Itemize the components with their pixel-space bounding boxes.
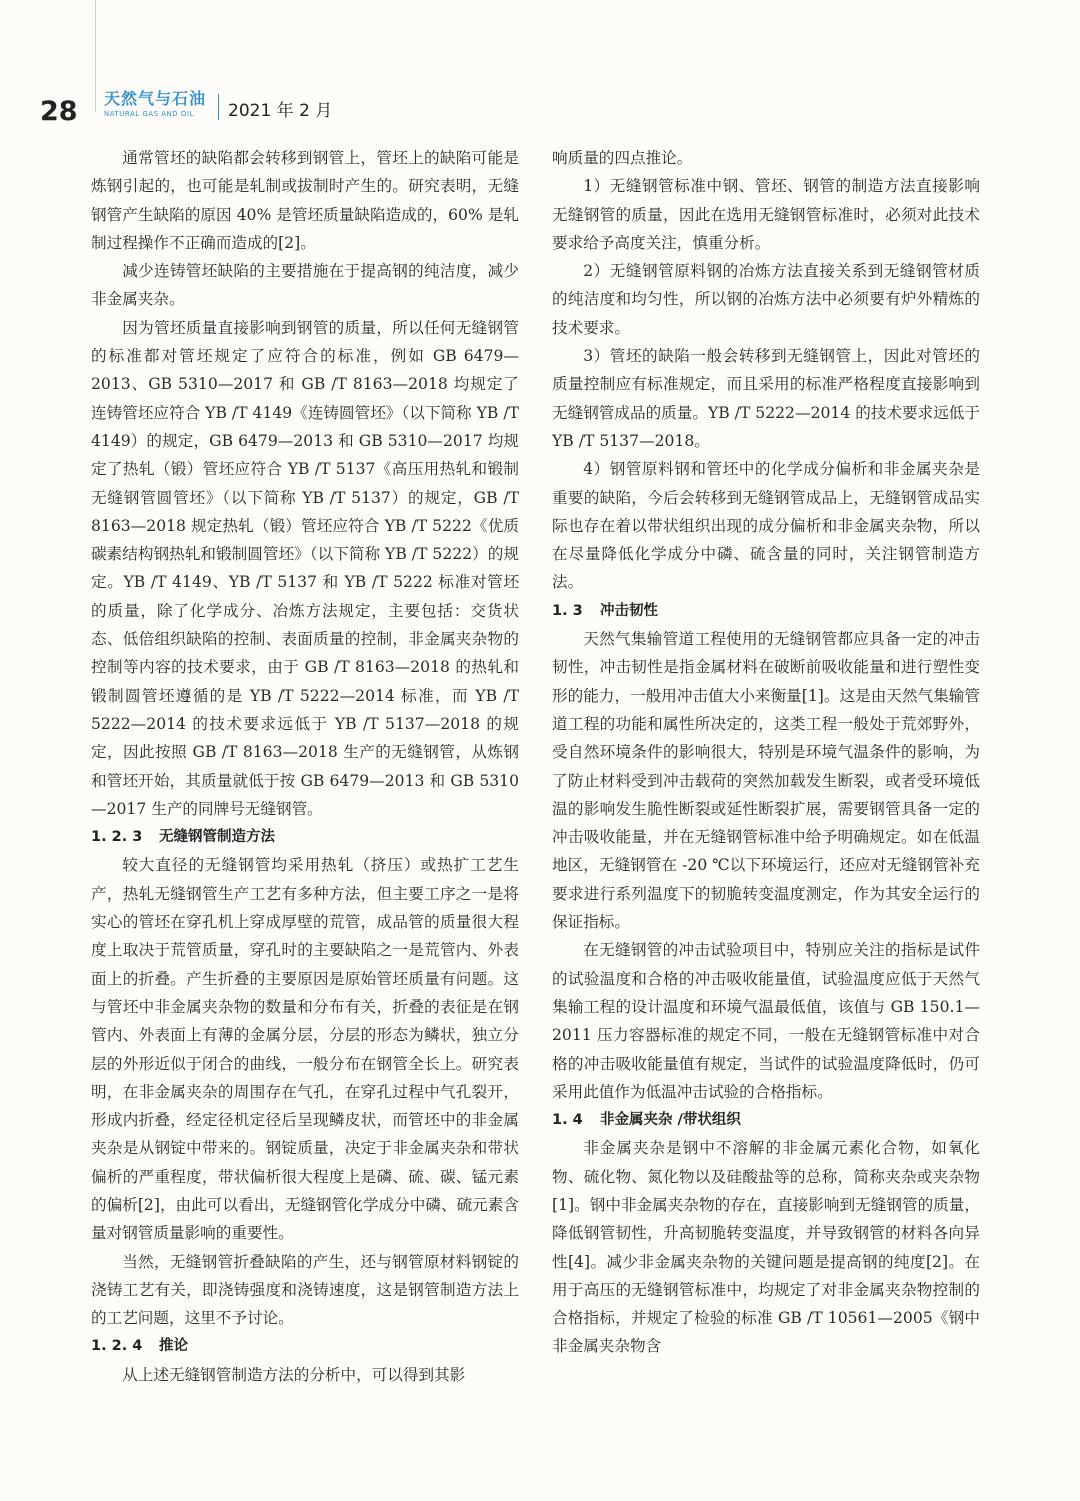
section-heading-1-3 [552,597,980,625]
issue-date: 2021 年 2 月 [228,101,333,121]
page-number: 28 [40,96,78,127]
left-column [91,144,519,1389]
paragraph: 非金属夹杂是钢中不溶解的非金属元素化合物，如氧化物、硫化物、氮化物以及硅酸盐等的总称，简称夹杂或夹杂物[1]。钢中非金属夹杂物的存在，直接影响到无缝钢管的质量，降低钢管韧性，升高韧脆转变温度，并导致钢管的材料各向异性[4]。减少非金属夹杂物的关键问题是提高钢的纯度[2]。在用于高压的无缝钢管标准中，均规定了对非金属夹杂物控制的合格指标，并规定了检验的标准 GB /T 10561—2005《钢中非金属夹杂物含 [552,1139,980,1356]
paragraph: 2）无缝钢管原料钢的冶炼方法直接关系到无缝钢管材质的纯洁度和均匀性，所以钢的冶炼方法中必须要有炉外精炼的技术要求。 [552,262,980,337]
paragraph: 4）钢管原料钢和管坯中的化学成分偏析和非金属夹杂是重要的缺陷，今后会转移到无缝钢管成品上，无缝钢管成品实际也存在着以带状组织出现的成分偏析和非金属夹杂物，所以在尽量降低化学成分中磷、硫含量的同时，关注钢管制造方法。 [552,460,980,592]
paragraph: 通常管坯的缺陷都会转移到钢管上，管坯上的缺陷可能是炼钢引起的，也可能是轧制或拔制时产生的。研究表明，无缝钢管产生缺陷的原因 40% 是管坯质量缺陷造成的，60% 是轧制过程操作不正确而造成的[2]。 [91,149,519,252]
section-title: 推论 [159,1338,188,1355]
section-number: 1. 2. 3 [91,829,143,846]
section-heading-1-2-4 [91,1332,519,1360]
section-number: 1. 3 [552,602,583,619]
section-title: 无缝钢管制造方法 [159,829,275,846]
paragraph: 1）无缝钢管标准中钢、管坯、钢管的制造方法直接影响无缝钢管的质量，因此在选用无缝钢管标准时，必须对此技术要求给予高度关注，慎重分析。 [552,177,980,252]
paragraph: 减少连铸管坯缺陷的主要措施在于提高钢的纯洁度，减少非金属夹杂。 [91,262,519,309]
paragraph: 较大直径的无缝钢管均采用热轧（挤压）或热扩工艺生产，热轧无缝钢管生产工艺有多种方法，但主要工序之一是将实心的管坯在穿孔机上穿成厚壁的荒管，成品管的质量很大程度上取决于荒管质量，穿孔时的主要缺陷之一是荒管内、外表面上的折叠。产生折叠的主要原因是原始管坯质量有问题。这与管坯中非金属夹杂物的数量和分布有关，折叠的表征是在钢管内、外表面上有薄的金属分层，分层的形态为鳞状，独立分层的外形近似于闭合的曲线，一般分布在钢管全长上。研究表明，在非金属夹杂的周围存在气孔，在穿孔过程中气孔裂开，形成内折叠，经定径机定径后呈现鳞皮状，而管坯中的非金属夹杂是从钢锭中带来的。钢锭质量，决定于非金属夹杂和带状偏析的严重程度，带状偏析很大程度上是磷、硫、碳、锰元素的偏析[2]，由此可以看出，无缝钢管化学成分中磷、硫元素含量对钢管质量影响的重要性。 [91,856,519,1243]
section-number: 1. 2. 4 [91,1338,143,1355]
journal-title-en: NATURAL GAS AND OIL [104,110,194,118]
paragraph: 当然，无缝钢管折叠缺陷的产生，还与钢管原材料钢锭的浇铸工艺有关，即浇铸强度和浇铸速度，这是钢管制造方法上的工艺问题，这里不予讨论。 [91,1252,519,1328]
section-heading-1-4 [552,1106,980,1134]
section-title: 冲击韧性 [600,602,658,619]
journal-title-cn: 天然气与石油 [104,89,207,108]
section-number: 1. 4 [552,1112,583,1129]
paragraph: 从上述无缝钢管制造方法的分析中，可以得到其影 [122,1365,466,1384]
paragraph: 响质量的四点推论。 [552,149,693,167]
masthead-divider [218,94,219,120]
paragraph: 在无缝钢管的冲击试验项目中，特别应关注的指标是试件的试验温度和合格的冲击吸收能量值，试验温度应低于天然气集输工程的设计温度和环境气温最低值，该值与 GB 150.1—2011 压力容器标准的规定不同，一般在无缝钢管标准中对合格的冲击吸收能量值有规定，当试件的试验温度降低时，仍可采用此值作为低温冲击试验的合格指标。 [552,941,980,1101]
section-title: 非金属夹杂 /带状组织 [600,1112,741,1129]
section-heading-1-2-3 [91,823,519,851]
header-vertical-rule [95,0,96,112]
paragraph: 天然气集输管道工程使用的无缝钢管都应具备一定的冲击韧性，冲击韧性是指金属材料在破断前吸收能量和进行塑性变形的能力，一般用冲击值大小来衡量[1]。这是由天然气集输管道工程的功能和属性所决定的，这类工程一般处于荒郊野外，受自然环境条件的影响很大，特别是环境气温条件的影响，为了防止材料受到冲击载荷的突然加载发生断裂，或者受环境低温的影响发生脆性断裂或延性断裂扩展，需要钢管具备一定的冲击吸收能量，并在无缝钢管标准中给予明确规定。如在低温地区，无缝钢管在 -20 ℃以下环境运行，还应对无缝钢管补充要求进行系列温度下的韧脆转变温度测定，作为其安全运行的保证指标。 [552,630,980,932]
journal-masthead [104,90,206,118]
paragraph: 因为管坯质量直接影响到钢管的质量，所以任何无缝钢管的标准都对管坯规定了应符合的标准，例如 GB 6479—2013、GB 5310—2017 和 GB /T 8163—2018 均规定了连铸管坯应符合 YB /T 4149《连铸圆管坯》（以下简称 YB /T 4149）的规定，GB 6479—2013 和 GB 5310—2017 均规定了热轧（锻）管坯应符合 YB /T 5137《高压用热轧和锻制无缝钢管圆管坯》（以下简称 YB /T 5137）的规定，GB /T 8163—2018 规定热轧（锻）管坯应符合 YB /T 5222《优质碳素结构钢热轧和锻制圆管坯》（以下简称 YB /T 5222）的规定。YB /T 4149、YB /T 5137 和 YB /T 5222 标准对管坯的质量，除了化学成分、冶炼方法规定，主要包括：交货状态、低倍组织缺陷的控制、表面质量的控制，非金属夹杂物的控制等内容的技术要求，由于 GB /T 8163—2018 的热轧和锻制圆管坯遵循的是 YB /T 5222—2014 标准，而 YB /T 5222—2014 的技术要求远低于 YB /T 5137—2018 的规定，因此按照 GB /T 8163—2018 生产的无缝钢管，从炼钢和管坯开始，其质量就低于按 GB 6479—2013 和 GB 5310—2017 生产的同牌号无缝钢管。 [91,318,519,818]
right-column [552,144,980,1361]
paragraph: 3）管坯的缺陷一般会转移到无缝钢管上，因此对管坯的质量控制应有标准规定，而且采用的标准严格程度直接影响到无缝钢管成品的质量。YB /T 5222—2014 的技术要求远低于 YB /T 5137—2018。 [552,347,980,450]
